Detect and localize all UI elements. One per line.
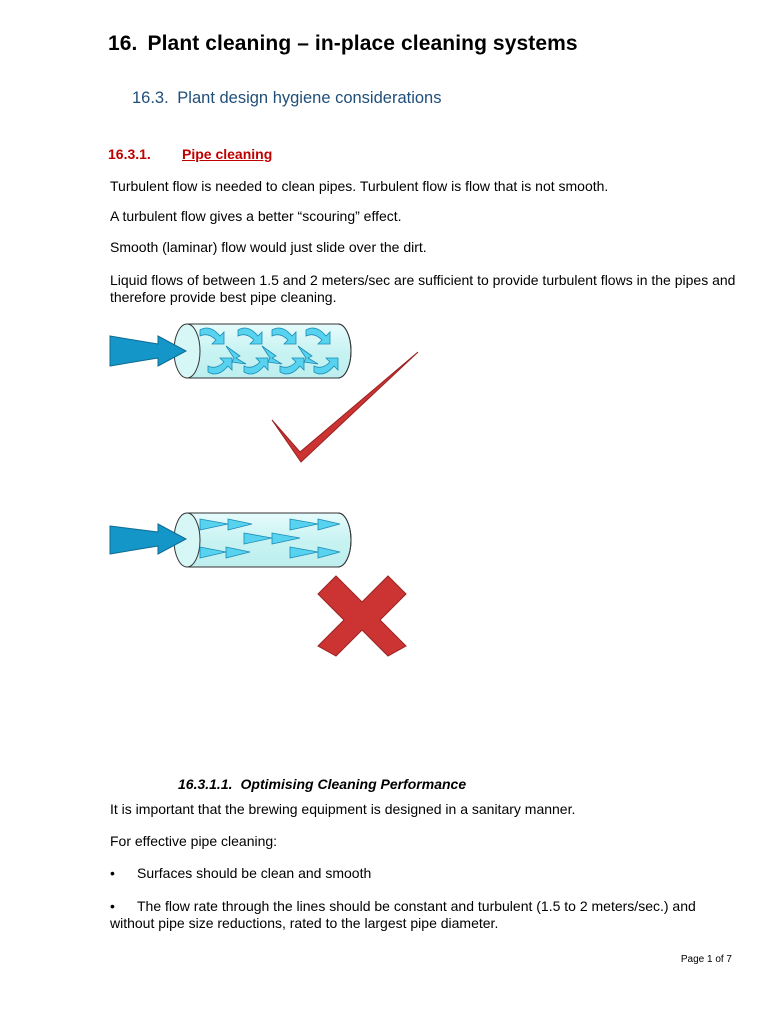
subsection-title: Pipe cleaning	[182, 146, 273, 162]
paragraph: It is important that the brewing equipment is designed in a sanitary manner.	[110, 801, 576, 817]
subsection-number: 16.3.1.	[108, 146, 151, 162]
subsubsection-title: Optimising Cleaning Performance	[240, 776, 467, 792]
page-footer: Page 1 of 7	[680, 954, 732, 965]
paragraph: Liquid flows of between 1.5 and 2 meters/sec are sufficient to provide turbulent flows in the pipes and therefore provide best pipe cleaning.	[110, 272, 736, 305]
list-item-text: Surfaces should be clean and smooth	[137, 865, 372, 881]
chapter-number: 16.	[108, 32, 138, 55]
section-number: 16.3.	[132, 89, 169, 107]
bullet-glyph: •	[110, 898, 115, 914]
subsubsection-heading	[178, 776, 466, 792]
paragraph: Smooth (laminar) flow would just slide over the dirt.	[110, 239, 427, 255]
bullet-glyph: •	[110, 865, 115, 881]
section-title: Plant design hygiene considerations	[177, 89, 442, 107]
turbulent-pipe-icon	[110, 324, 351, 378]
paragraph: Turbulent flow is needed to clean pipes. Turbulent flow is flow that is not smooth.	[110, 178, 609, 194]
chapter-title: Plant cleaning – in-place cleaning systems	[147, 32, 578, 55]
list-item-text: The flow rate through the lines should be constant and turbulent (1.5 to 2 meters/sec.) and without pipe size reductions, rated to the largest pipe diameter.	[110, 898, 696, 931]
laminar-pipe-icon	[110, 513, 351, 567]
paragraph: A turbulent flow gives a better “scouring” effect.	[110, 208, 402, 224]
cross-mark-icon	[318, 576, 406, 656]
list-item	[110, 898, 740, 932]
subsubsection-number: 16.3.1.1.	[178, 776, 233, 792]
list-item	[110, 865, 740, 882]
paragraph: For effective pipe cleaning:	[110, 833, 278, 849]
